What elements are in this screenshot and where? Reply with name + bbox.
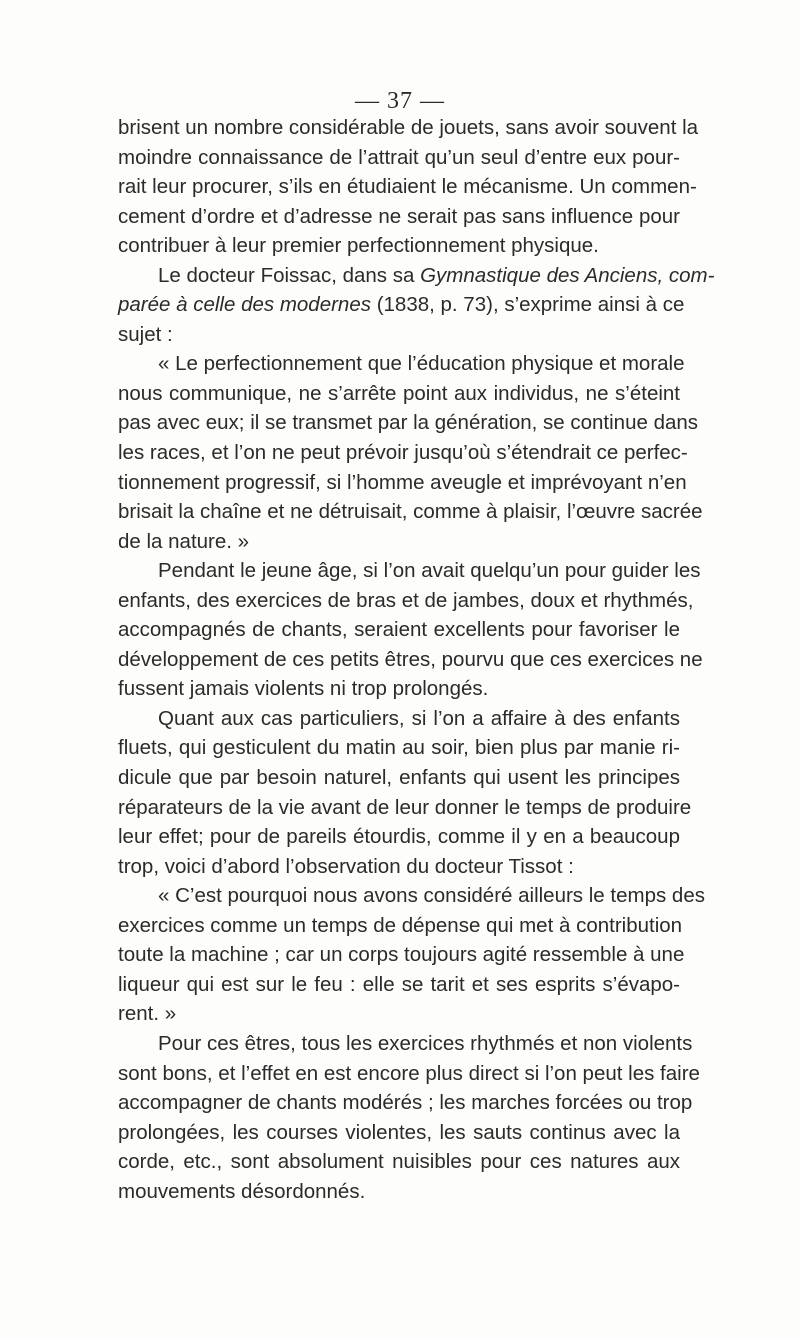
line-text: tionnement progressif, si l’homme aveugle et imprévoyant n’en	[118, 470, 687, 494]
line-text: rent. »	[118, 1002, 177, 1026]
text-line	[118, 615, 680, 645]
text-line	[118, 763, 680, 793]
text-line	[118, 113, 699, 143]
text-line	[118, 468, 687, 498]
text-line	[118, 822, 680, 852]
text-line	[118, 202, 680, 232]
line-text: sont bons, et l’effet en est encore plus direct si l’on peut les faire	[118, 1061, 700, 1085]
line-text: toute la machine ; car un corps toujours agité ressemble à une	[118, 943, 685, 967]
text-line	[118, 349, 685, 379]
line-text: sujet :	[118, 322, 173, 346]
line-text: accompagner de chants modérés ; les marches forcées ou trop	[118, 1091, 693, 1115]
line-text: développement de ces petits êtres, pourvu que ces exercices ne	[118, 647, 703, 671]
line-text: « C’est pourquoi nous avons considéré ailleurs le temps des	[158, 884, 705, 908]
text-line	[118, 645, 703, 675]
line-text: réparateurs de la vie avant de leur donner le temps de produire	[118, 795, 692, 819]
italic-title-fragment: Gymnastique des Anciens, com-	[420, 263, 715, 287]
text-line	[118, 881, 705, 911]
text-line	[118, 527, 680, 557]
line-text: les races, et l’on ne peut prévoir jusqu’où s’étendrait ce perfec-	[118, 441, 688, 465]
line-text: cement d’ordre et d’adresse ne serait pas sans influence pour	[118, 204, 680, 228]
text-line	[118, 379, 680, 409]
line-text: contribuer à leur premier perfectionnement physique.	[118, 234, 599, 258]
text-line	[118, 793, 692, 823]
text-line	[118, 911, 683, 941]
text-line	[118, 556, 701, 586]
line-text: rait leur procurer, s’ils en étudiaient le mécanisme. Un commen-	[118, 175, 697, 199]
line-text: moindre connaissance de l’attrait qu’un seul d’entre eux pour-	[118, 145, 680, 169]
text-line	[118, 320, 680, 350]
line-text: enfants, des exercices de bras et de jambes, doux et rhythmés,	[118, 588, 694, 612]
body-text	[118, 113, 715, 1206]
line-text: liqueur qui est sur le feu : elle se tarit et ses esprits s’évapo-	[118, 972, 680, 996]
line-text: Pour ces êtres, tous les exercices rhythmés et non violents	[158, 1031, 693, 1055]
line-text: nous communique, ne s’arrête point aux individus, ne s’éteint	[118, 381, 680, 405]
line-text: mouvements désordonnés.	[118, 1179, 366, 1203]
text-line	[118, 172, 697, 202]
italic-title-fragment: parée à celle des modernes	[118, 293, 371, 317]
line-text: (1838, p. 73), s’exprime ainsi à ce	[371, 293, 685, 317]
text-line	[118, 497, 703, 527]
text-line	[118, 408, 699, 438]
line-text: corde, etc., sont absolument nuisibles pour ces natures aux	[118, 1150, 680, 1174]
line-text: leur effet; pour de pareils étourdis, comme il y en a beaucoup	[118, 825, 680, 849]
line-text: Le docteur Foissac, dans sa	[158, 263, 415, 287]
line-text: pas avec eux; il se transmet par la génération, se continue dans	[118, 411, 699, 435]
line-text: brisait la chaîne et ne détruisait, comme à plaisir, l’œuvre sacrée	[118, 500, 703, 524]
text-line	[118, 1177, 680, 1207]
text-line	[118, 438, 688, 468]
page-number: — 37 —	[355, 88, 445, 114]
text-line	[118, 940, 685, 970]
line-text: de la nature. »	[118, 529, 250, 553]
text-line	[118, 1147, 680, 1177]
text-line	[118, 733, 680, 763]
text-line	[118, 143, 680, 173]
text-line	[118, 704, 680, 734]
text-line	[118, 290, 685, 320]
line-text: Pendant le jeune âge, si l’on avait quelqu’un pour guider les	[158, 559, 701, 583]
text-line	[118, 970, 680, 1000]
line-text: Quant aux cas particuliers, si l’on a affaire à des enfants	[158, 706, 680, 730]
text-line	[118, 1059, 700, 1089]
line-text: accompagnés de chants, seraient excellents pour favoriser le	[118, 618, 680, 642]
line-text: « Le perfectionnement que l’éducation physique et morale	[158, 352, 685, 376]
text-line	[118, 1118, 680, 1148]
text-line	[118, 1088, 693, 1118]
line-text: dicule que par besoin naturel, enfants qui usent les principes	[118, 766, 680, 790]
line-text: fussent jamais violents ni trop prolongés.	[118, 677, 489, 701]
text-line	[118, 999, 680, 1029]
text-line	[118, 261, 715, 291]
text-line	[118, 852, 680, 882]
line-text: trop, voici d’abord l’observation du docteur Tissot :	[118, 854, 574, 878]
line-text: prolongées, les courses violentes, les sauts continus avec la	[118, 1120, 680, 1144]
line-text: fluets, qui gesticulent du matin au soir, bien plus par manie ri-	[118, 736, 680, 760]
line-text: exercices comme un temps de dépense qui met à contribution	[118, 913, 683, 937]
line-text: brisent un nombre considérable de jouets, sans avoir souvent la	[118, 116, 699, 139]
text-line	[118, 586, 694, 616]
text-line	[118, 674, 680, 704]
text-line	[118, 231, 680, 261]
text-line	[118, 1029, 693, 1059]
